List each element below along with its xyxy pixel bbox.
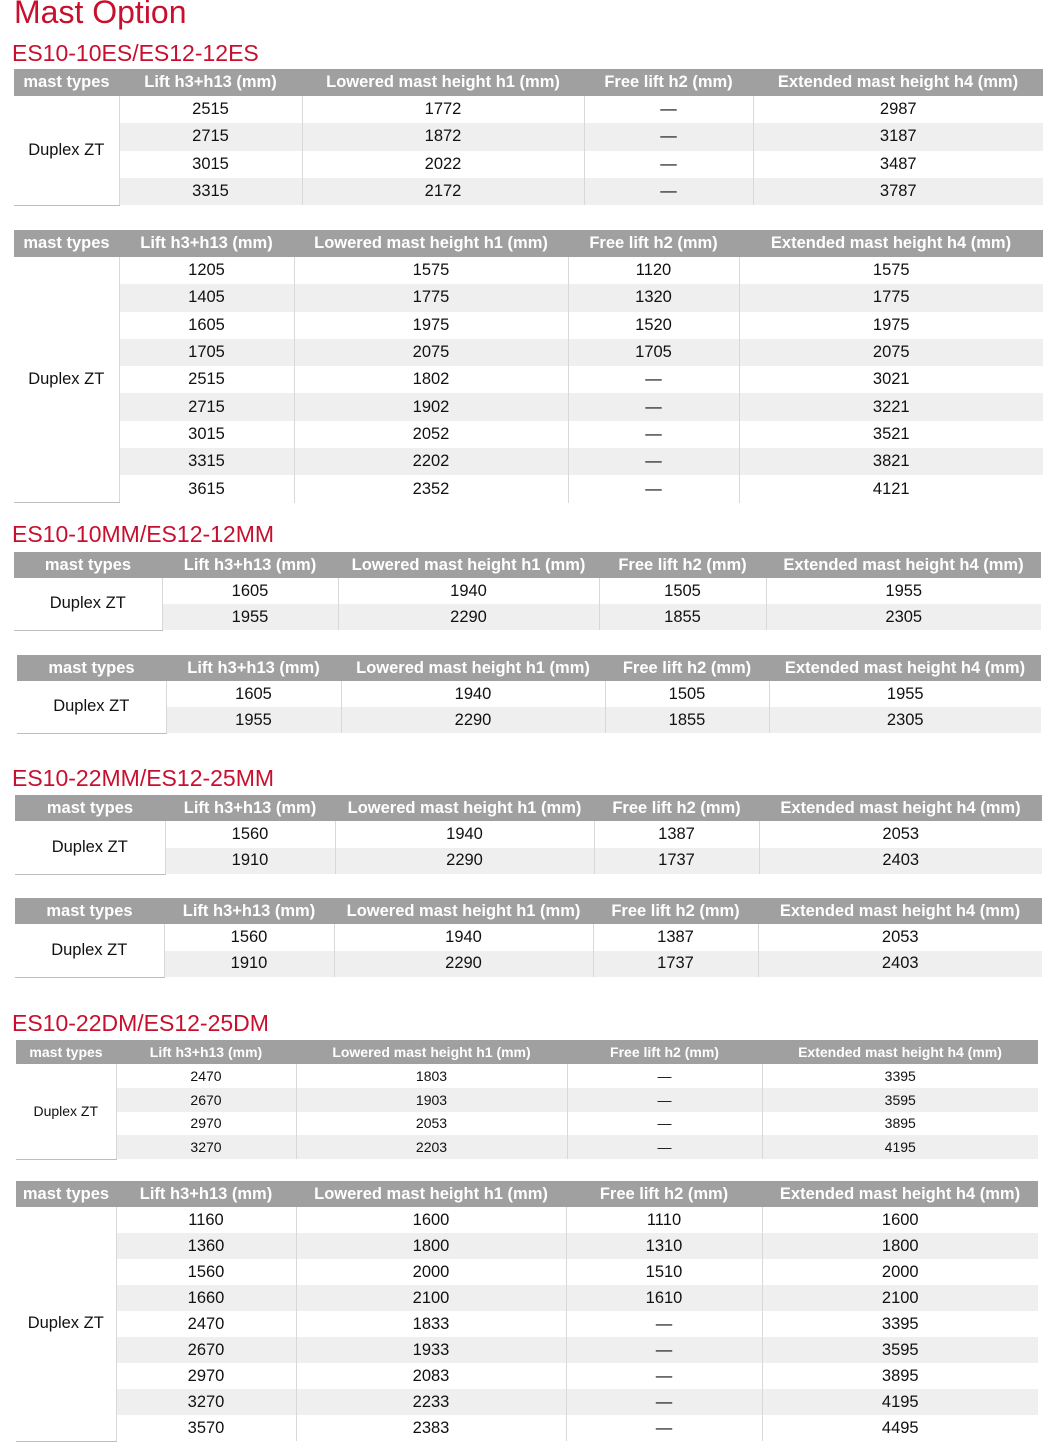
lift-cell: 1605: [162, 578, 338, 604]
free-lift-cell: 1705: [568, 339, 739, 366]
mast-type-cell: Duplex ZT: [14, 257, 119, 503]
lift-cell: 3615: [119, 475, 294, 502]
mast-table-es10-22dm-a: [16, 1040, 1038, 1160]
lift-cell: 1560: [164, 924, 334, 951]
table-row: [14, 284, 1043, 311]
extended-height-cell: 1955: [766, 578, 1041, 604]
lift-cell: 2970: [116, 1112, 296, 1136]
free-lift-cell: —: [567, 1112, 762, 1136]
table-row: [14, 257, 1043, 284]
lift-cell: 2515: [119, 366, 294, 393]
lift-cell: 2670: [116, 1088, 296, 1112]
extended-height-cell: 4195: [762, 1389, 1038, 1415]
lowered-height-cell: 1940: [338, 578, 599, 604]
header-lift: Lift h3+h13 (mm): [119, 69, 302, 96]
header-free-lift: Free lift h2 (mm): [605, 655, 769, 681]
lowered-height-cell: 1803: [296, 1064, 567, 1088]
lift-cell: 3015: [119, 421, 294, 448]
lowered-height-cell: 1940: [341, 681, 605, 707]
free-lift-cell: —: [566, 1415, 762, 1441]
table-row: [14, 578, 1041, 604]
extended-height-cell: 2053: [759, 821, 1042, 848]
free-lift-cell: 1855: [599, 604, 766, 630]
table-row: [14, 96, 1043, 123]
extended-height-cell: 1600: [762, 1207, 1038, 1233]
lowered-height-cell: 1940: [334, 924, 593, 951]
header-lowered-height: Lowered mast height h1 (mm): [335, 795, 594, 821]
header-extended-height: Extended mast height h4 (mm): [758, 898, 1042, 924]
extended-height-cell: 1800: [762, 1233, 1038, 1259]
table-row: [14, 475, 1043, 502]
header-lowered-height: Lowered mast height h1 (mm): [338, 552, 599, 578]
table-row: [15, 821, 1042, 848]
free-lift-cell: —: [568, 366, 739, 393]
mast-table-es10-10mm-b: [17, 655, 1041, 734]
free-lift-cell: 1610: [566, 1285, 762, 1311]
extended-height-cell: 3595: [762, 1337, 1038, 1363]
header-free-lift: Free lift h2 (mm): [599, 552, 766, 578]
free-lift-cell: —: [568, 475, 739, 502]
free-lift-cell: —: [567, 1135, 762, 1159]
lowered-height-cell: 1772: [302, 96, 584, 123]
page-title: Mast Option: [14, 0, 187, 30]
table-row: [14, 421, 1043, 448]
header-lift: Lift h3+h13 (mm): [162, 552, 338, 578]
lift-cell: 1605: [119, 312, 294, 339]
table-row: [16, 1311, 1038, 1337]
table-row: [14, 366, 1043, 393]
lift-cell: 2970: [116, 1363, 296, 1389]
section-title-es10-22mm: ES10-22MM/ES12-25MM: [12, 765, 275, 791]
section-title-es10-10mm: ES10-10MM/ES12-12MM: [12, 521, 275, 547]
mast-table-es10-10es-b: [14, 230, 1043, 503]
mast-type-cell: Duplex ZT: [17, 681, 166, 733]
extended-height-cell: 2987: [753, 96, 1043, 123]
lowered-height-cell: 2290: [334, 951, 593, 978]
extended-height-cell: 3821: [739, 448, 1043, 475]
table-row: [16, 1285, 1038, 1311]
free-lift-cell: 1520: [568, 312, 739, 339]
table-row: [16, 1337, 1038, 1363]
extended-height-cell: 3395: [762, 1064, 1038, 1088]
extended-height-cell: 3787: [753, 178, 1043, 205]
lowered-height-cell: 1775: [294, 284, 568, 311]
section-title-es10-10es: ES10-10ES/ES12-12ES: [12, 40, 259, 66]
lift-cell: 3270: [116, 1389, 296, 1415]
table-row: [17, 707, 1041, 733]
lowered-height-cell: 1600: [296, 1207, 566, 1233]
extended-height-cell: 4121: [739, 475, 1043, 502]
mast-type-cell: Duplex ZT: [14, 96, 119, 205]
header-lift: Lift h3+h13 (mm): [116, 1040, 296, 1064]
table-row: [16, 1389, 1038, 1415]
header-mast-types: mast types: [14, 552, 162, 578]
free-lift-cell: 1387: [594, 821, 759, 848]
lift-cell: 1910: [164, 951, 334, 978]
header-lowered-height: Lowered mast height h1 (mm): [296, 1181, 566, 1207]
lift-cell: 3015: [119, 151, 302, 178]
free-lift-cell: —: [566, 1363, 762, 1389]
header-extended-height: Extended mast height h4 (mm): [739, 230, 1043, 257]
mast-table-es10-22mm-b: [15, 898, 1042, 978]
free-lift-cell: 1737: [593, 951, 758, 978]
lift-cell: 2670: [116, 1337, 296, 1363]
lift-cell: 1360: [116, 1233, 296, 1259]
lowered-height-cell: 1975: [294, 312, 568, 339]
mast-table-es10-22mm-a: [15, 795, 1042, 875]
lift-cell: 1205: [119, 257, 294, 284]
extended-height-cell: 1955: [769, 681, 1041, 707]
extended-height-cell: 1975: [739, 312, 1043, 339]
header-lowered-height: Lowered mast height h1 (mm): [296, 1040, 567, 1064]
lift-cell: 3315: [119, 448, 294, 475]
lowered-height-cell: 2083: [296, 1363, 566, 1389]
extended-height-cell: 2053: [758, 924, 1042, 951]
free-lift-cell: 1387: [593, 924, 758, 951]
header-free-lift: Free lift h2 (mm): [594, 795, 759, 821]
extended-height-cell: 3221: [739, 393, 1043, 420]
free-lift-cell: 1510: [566, 1259, 762, 1285]
free-lift-cell: 1110: [566, 1207, 762, 1233]
lowered-height-cell: 1933: [296, 1337, 566, 1363]
lift-cell: 2715: [119, 393, 294, 420]
header-mast-types: mast types: [14, 230, 119, 257]
extended-height-cell: 3487: [753, 151, 1043, 178]
mast-type-cell: Duplex ZT: [15, 821, 165, 874]
header-free-lift: Free lift h2 (mm): [584, 69, 753, 96]
header-mast-types: mast types: [14, 69, 119, 96]
header-extended-height: Extended mast height h4 (mm): [762, 1181, 1038, 1207]
extended-height-cell: 3895: [762, 1363, 1038, 1389]
table-row: [16, 1112, 1038, 1136]
header-lift: Lift h3+h13 (mm): [165, 795, 335, 821]
lift-cell: 1405: [119, 284, 294, 311]
lowered-height-cell: 1833: [296, 1311, 566, 1337]
lift-cell: 2470: [116, 1064, 296, 1088]
lowered-height-cell: 1903: [296, 1088, 567, 1112]
lift-cell: 2515: [119, 96, 302, 123]
lowered-height-cell: 2290: [335, 848, 594, 875]
extended-height-cell: 3895: [762, 1112, 1038, 1136]
header-mast-types: mast types: [15, 795, 165, 821]
header-extended-height: Extended mast height h4 (mm): [753, 69, 1043, 96]
lift-cell: 1660: [116, 1285, 296, 1311]
free-lift-cell: 1505: [605, 681, 769, 707]
table-row: [16, 1135, 1038, 1159]
free-lift-cell: 1855: [605, 707, 769, 733]
extended-height-cell: 2100: [762, 1285, 1038, 1311]
free-lift-cell: —: [566, 1311, 762, 1337]
lowered-height-cell: 1575: [294, 257, 568, 284]
mast-type-cell: Duplex ZT: [14, 578, 162, 630]
mast-table-es10-10es-a: [14, 69, 1043, 206]
extended-height-cell: 4495: [762, 1415, 1038, 1441]
lift-cell: 3570: [116, 1415, 296, 1441]
lowered-height-cell: 2053: [296, 1112, 567, 1136]
mast-table-es10-10mm-a: [14, 552, 1041, 631]
extended-height-cell: 3021: [739, 366, 1043, 393]
header-free-lift: Free lift h2 (mm): [593, 898, 758, 924]
lift-cell: 2715: [119, 123, 302, 150]
lowered-height-cell: 2203: [296, 1135, 567, 1159]
table-row: [16, 1259, 1038, 1285]
extended-height-cell: 1775: [739, 284, 1043, 311]
table-row: [15, 951, 1042, 978]
extended-height-cell: 3521: [739, 421, 1043, 448]
header-extended-height: Extended mast height h4 (mm): [759, 795, 1042, 821]
table-row: [15, 924, 1042, 951]
header-free-lift: Free lift h2 (mm): [568, 230, 739, 257]
extended-height-cell: 3595: [762, 1088, 1038, 1112]
table-row: [14, 178, 1043, 205]
lowered-height-cell: 2022: [302, 151, 584, 178]
lowered-height-cell: 2383: [296, 1415, 566, 1441]
extended-height-cell: 2075: [739, 339, 1043, 366]
mast-table-es10-22dm-b: [16, 1181, 1038, 1442]
free-lift-cell: 1310: [566, 1233, 762, 1259]
header-free-lift: Free lift h2 (mm): [567, 1040, 762, 1064]
lift-cell: 1705: [119, 339, 294, 366]
free-lift-cell: —: [566, 1389, 762, 1415]
header-lowered-height: Lowered mast height h1 (mm): [294, 230, 568, 257]
lowered-height-cell: 2352: [294, 475, 568, 502]
table-row: [14, 123, 1043, 150]
table-row: [14, 604, 1041, 630]
extended-height-cell: 2305: [766, 604, 1041, 630]
header-mast-types: mast types: [15, 898, 164, 924]
header-free-lift: Free lift h2 (mm): [566, 1181, 762, 1207]
lift-cell: 3315: [119, 178, 302, 205]
lowered-height-cell: 2290: [341, 707, 605, 733]
header-lowered-height: Lowered mast height h1 (mm): [302, 69, 584, 96]
extended-height-cell: 2403: [758, 951, 1042, 978]
lowered-height-cell: 1872: [302, 123, 584, 150]
header-lift: Lift h3+h13 (mm): [116, 1181, 296, 1207]
lowered-height-cell: 1902: [294, 393, 568, 420]
header-lowered-height: Lowered mast height h1 (mm): [341, 655, 605, 681]
free-lift-cell: 1505: [599, 578, 766, 604]
lift-cell: 1560: [165, 821, 335, 848]
table-row: [16, 1064, 1038, 1088]
lift-cell: 1160: [116, 1207, 296, 1233]
free-lift-cell: —: [584, 151, 753, 178]
lowered-height-cell: 2075: [294, 339, 568, 366]
extended-height-cell: 2403: [759, 848, 1042, 875]
free-lift-cell: 1120: [568, 257, 739, 284]
table-row: [14, 151, 1043, 178]
section-title-es10-22dm: ES10-22DM/ES12-25DM: [12, 1010, 269, 1036]
table-row: [15, 848, 1042, 875]
table-row: [16, 1363, 1038, 1389]
lift-cell: 1910: [165, 848, 335, 875]
lift-cell: 1955: [162, 604, 338, 630]
table-row: [14, 312, 1043, 339]
header-lowered-height: Lowered mast height h1 (mm): [334, 898, 593, 924]
table-row: [17, 681, 1041, 707]
table-row: [16, 1233, 1038, 1259]
free-lift-cell: —: [567, 1088, 762, 1112]
free-lift-cell: 1320: [568, 284, 739, 311]
header-mast-types: mast types: [16, 1040, 116, 1064]
lowered-height-cell: 1940: [335, 821, 594, 848]
extended-height-cell: 1575: [739, 257, 1043, 284]
lowered-height-cell: 2172: [302, 178, 584, 205]
lift-cell: 1605: [166, 681, 341, 707]
table-row: [16, 1415, 1038, 1441]
header-mast-types: mast types: [17, 655, 166, 681]
header-mast-types: mast types: [16, 1181, 116, 1207]
header-extended-height: Extended mast height h4 (mm): [766, 552, 1041, 578]
mast-type-cell: Duplex ZT: [15, 924, 164, 977]
free-lift-cell: —: [584, 123, 753, 150]
table-row: [16, 1088, 1038, 1112]
table-row: [14, 393, 1043, 420]
free-lift-cell: —: [568, 421, 739, 448]
lowered-height-cell: 1800: [296, 1233, 566, 1259]
extended-height-cell: 3187: [753, 123, 1043, 150]
lift-cell: 1560: [116, 1259, 296, 1285]
header-lift: Lift h3+h13 (mm): [164, 898, 334, 924]
extended-height-cell: 4195: [762, 1135, 1038, 1159]
extended-height-cell: 2305: [769, 707, 1041, 733]
free-lift-cell: —: [567, 1064, 762, 1088]
header-lift: Lift h3+h13 (mm): [119, 230, 294, 257]
free-lift-cell: —: [568, 393, 739, 420]
extended-height-cell: 2000: [762, 1259, 1038, 1285]
free-lift-cell: —: [584, 96, 753, 123]
mast-type-cell: Duplex ZT: [16, 1064, 116, 1159]
free-lift-cell: 1737: [594, 848, 759, 875]
lift-cell: 3270: [116, 1135, 296, 1159]
free-lift-cell: —: [568, 448, 739, 475]
lift-cell: 2470: [116, 1311, 296, 1337]
header-lift: Lift h3+h13 (mm): [166, 655, 341, 681]
header-extended-height: Extended mast height h4 (mm): [762, 1040, 1038, 1064]
lowered-height-cell: 2233: [296, 1389, 566, 1415]
extended-height-cell: 3395: [762, 1311, 1038, 1337]
free-lift-cell: —: [566, 1337, 762, 1363]
lowered-height-cell: 2202: [294, 448, 568, 475]
lowered-height-cell: 2052: [294, 421, 568, 448]
mast-type-cell: Duplex ZT: [16, 1207, 116, 1441]
lowered-height-cell: 2000: [296, 1259, 566, 1285]
header-extended-height: Extended mast height h4 (mm): [769, 655, 1041, 681]
lowered-height-cell: 1802: [294, 366, 568, 393]
table-row: [14, 448, 1043, 475]
table-row: [14, 339, 1043, 366]
lowered-height-cell: 2100: [296, 1285, 566, 1311]
lowered-height-cell: 2290: [338, 604, 599, 630]
table-row: [16, 1207, 1038, 1233]
lift-cell: 1955: [166, 707, 341, 733]
free-lift-cell: —: [584, 178, 753, 205]
